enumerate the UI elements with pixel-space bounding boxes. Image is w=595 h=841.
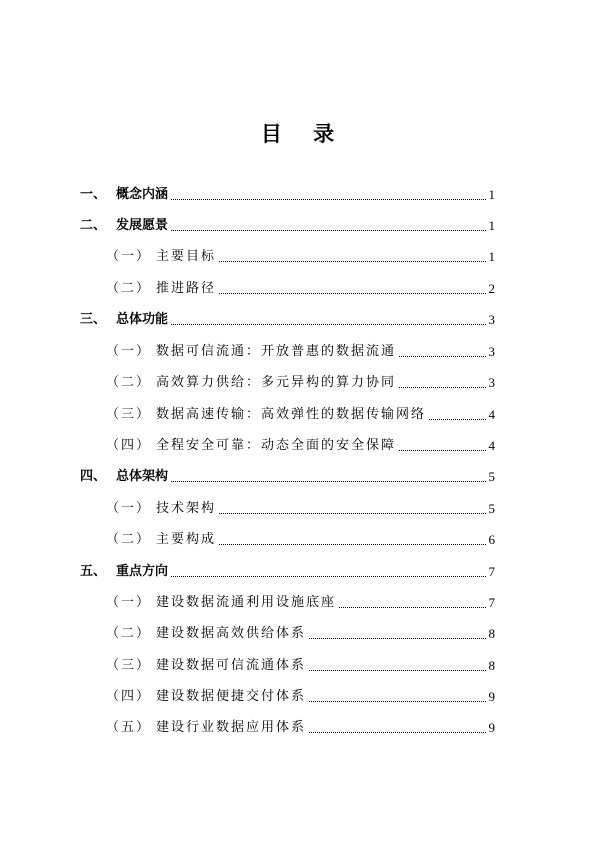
entry-text: 技术架构 <box>156 501 217 516</box>
dot-leader <box>309 638 485 639</box>
toc-entry-5-5[interactable] <box>106 717 495 737</box>
entry-text: 总体功能 <box>116 312 169 327</box>
entry-label <box>106 657 306 675</box>
dot-leader <box>309 701 485 702</box>
entry-number: （三） <box>106 658 152 673</box>
entry-label <box>106 374 396 392</box>
entry-label <box>106 594 336 612</box>
toc-entry-2-2[interactable] <box>106 278 495 298</box>
entry-text: 主要构成 <box>156 532 217 547</box>
dot-leader <box>429 419 485 420</box>
entry-page-number: 1 <box>488 249 495 264</box>
dot-leader <box>171 481 485 482</box>
entry-number: （二） <box>106 375 152 390</box>
entry-page-number: 3 <box>488 375 495 390</box>
dot-leader <box>219 261 485 262</box>
dot-leader <box>171 576 485 577</box>
entry-page-number: 4 <box>488 438 495 453</box>
entry-page-number: 9 <box>488 689 495 704</box>
toc-entry-5-3[interactable] <box>106 655 495 675</box>
entry-label <box>106 531 216 549</box>
entry-page-number: 8 <box>488 658 495 673</box>
entry-page-number: 3 <box>488 312 495 327</box>
entry-page-number: 1 <box>488 218 495 233</box>
entry-text: 全程安全可靠：动态全面的安全保障 <box>156 438 397 453</box>
entry-text: 建设数据流通利用设施底座 <box>156 595 337 610</box>
dot-leader <box>309 670 485 671</box>
dot-leader <box>399 356 485 357</box>
entry-number: （一） <box>106 249 152 264</box>
entry-page-number: 2 <box>488 281 495 296</box>
entry-page-number: 3 <box>488 344 495 359</box>
entry-label <box>106 625 306 643</box>
entry-number: 四、 <box>80 469 107 484</box>
entry-number: （一） <box>106 595 152 610</box>
entry-label <box>80 311 168 329</box>
entry-label <box>80 186 168 204</box>
entry-text: 建设数据便捷交付体系 <box>156 689 307 704</box>
entry-number: 三、 <box>80 312 107 327</box>
dot-leader <box>309 732 485 733</box>
entry-number: （一） <box>106 501 152 516</box>
dot-leader <box>339 607 485 608</box>
entry-page-number: 7 <box>488 564 495 579</box>
entry-label <box>106 500 216 518</box>
entry-text: 主要目标 <box>156 249 217 264</box>
toc-entry-1[interactable] <box>80 184 495 204</box>
entry-page-number: 9 <box>488 720 495 735</box>
entry-text: 概念内涵 <box>116 187 169 202</box>
entry-number: （一） <box>106 344 152 359</box>
dot-leader <box>171 199 485 200</box>
entry-label <box>80 217 168 235</box>
entry-number: （二） <box>106 532 152 547</box>
toc-entry-5-4[interactable] <box>106 686 495 706</box>
entry-label <box>80 563 168 581</box>
toc-entry-5-2[interactable] <box>106 623 495 643</box>
toc-title: 目 录 <box>260 121 347 146</box>
toc-entry-3[interactable] <box>80 309 495 329</box>
entry-number: （四） <box>106 689 152 704</box>
entry-number: （三） <box>106 407 152 422</box>
entry-number: （二） <box>106 626 152 641</box>
dot-leader <box>171 230 485 231</box>
toc-entry-3-4[interactable] <box>106 435 495 455</box>
entry-page-number: 8 <box>488 626 495 641</box>
dot-leader <box>219 293 485 294</box>
entry-text: 总体架构 <box>116 469 169 484</box>
entry-page-number: 4 <box>488 407 495 422</box>
toc-entry-5[interactable] <box>80 561 495 581</box>
toc-entry-3-2[interactable] <box>106 372 495 392</box>
toc-entry-2-1[interactable] <box>106 246 495 266</box>
entry-text: 建设数据高效供给体系 <box>156 626 307 641</box>
toc-entry-3-1[interactable] <box>106 341 495 361</box>
toc-entry-4-1[interactable] <box>106 498 495 518</box>
dot-leader <box>219 513 485 514</box>
entry-text: 数据可信流通：开放普惠的数据流通 <box>156 344 397 359</box>
entry-number: （五） <box>106 720 152 735</box>
entry-page-number: 6 <box>488 532 495 547</box>
dot-leader <box>399 450 485 451</box>
entry-label <box>106 248 216 266</box>
entry-text: 建设行业数据应用体系 <box>156 720 307 735</box>
toc-entry-4[interactable] <box>80 466 495 486</box>
entry-label <box>106 343 396 361</box>
toc-entry-3-3[interactable] <box>106 404 495 424</box>
entry-page-number: 7 <box>488 595 495 610</box>
entry-label <box>80 468 168 486</box>
entry-label <box>106 280 216 298</box>
toc-entry-5-1[interactable] <box>106 592 495 612</box>
dot-leader <box>399 387 485 388</box>
entry-label <box>106 688 306 706</box>
entry-number: （四） <box>106 438 152 453</box>
entry-label <box>106 437 396 455</box>
entry-text: 推进路径 <box>156 281 217 296</box>
entry-text: 建设数据可信流通体系 <box>156 658 307 673</box>
dot-leader <box>219 544 485 545</box>
entry-page-number: 5 <box>488 501 495 516</box>
entry-number: （二） <box>106 281 152 296</box>
entry-text: 高效算力供给：多元异构的算力协同 <box>156 375 397 390</box>
entry-label <box>106 719 306 737</box>
entry-page-number: 1 <box>488 187 495 202</box>
dot-leader <box>171 324 485 325</box>
entry-page-number: 5 <box>488 469 495 484</box>
entry-number: 一、 <box>80 187 107 202</box>
toc-entry-2[interactable] <box>80 215 495 235</box>
entry-text: 重点方向 <box>116 564 169 579</box>
entry-label <box>106 406 426 424</box>
toc-entry-4-2[interactable] <box>106 529 495 549</box>
entry-text: 数据高速传输：高效弹性的数据传输网络 <box>156 407 427 422</box>
entry-number: 五、 <box>80 564 107 579</box>
entry-number: 二、 <box>80 218 107 233</box>
entry-text: 发展愿景 <box>116 218 169 233</box>
